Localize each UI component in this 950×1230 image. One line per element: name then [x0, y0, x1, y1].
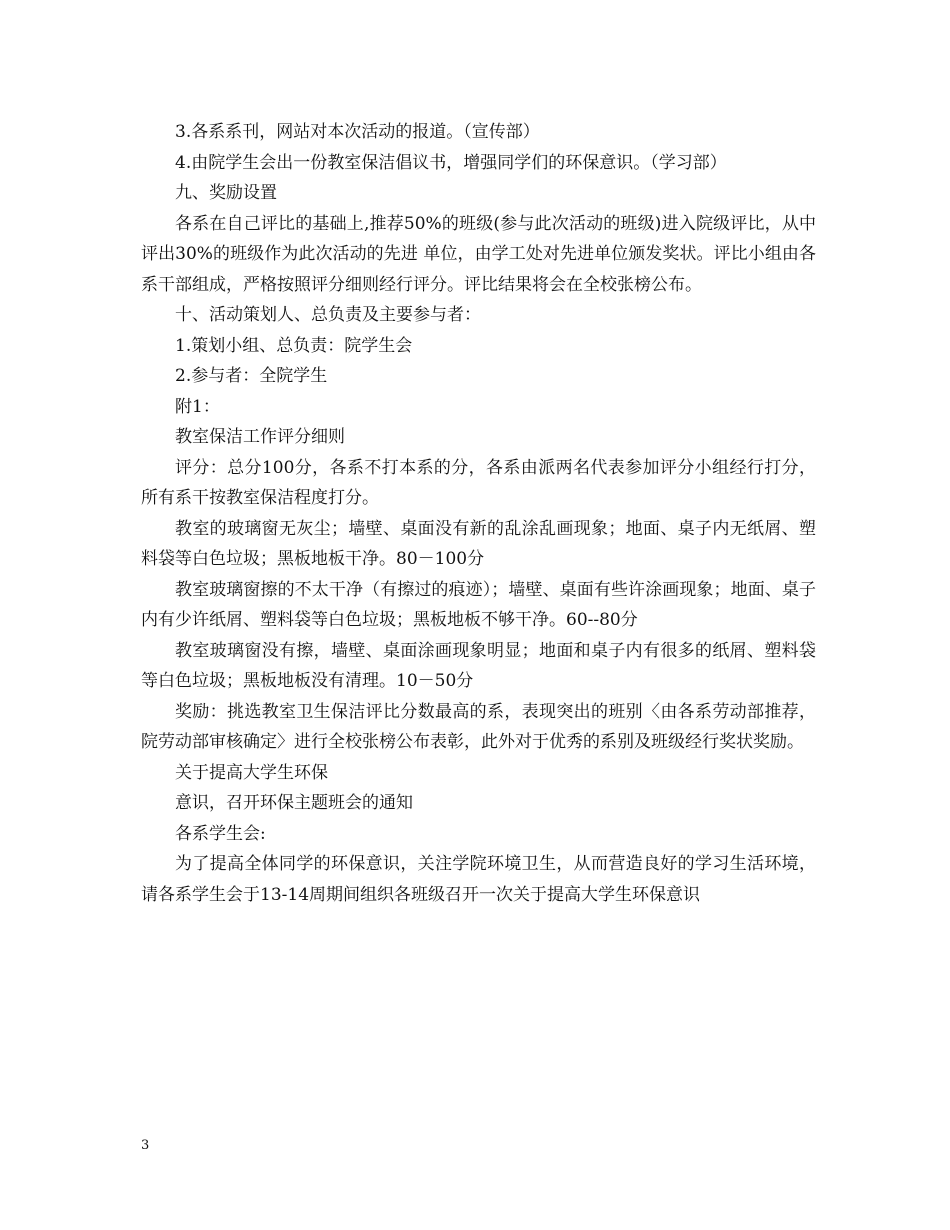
paragraph-awards-body: 各系在自己评比的基础上,推荐50%的班级(参与此次活动的班级)进入院级评比，从中评出30%的班级作为此次活动的先进 单位，由学工处对先进单位颁发奖状。评比小组由各系干部组成，严格按照评分细则经行评分。评比结果将会在全校张榜公布。: [141, 213, 816, 295]
paragraph-rewards: 奖励：挑选教室卫生保洁评比分数最高的系，表现突出的班别〈由各系劳动部推荐，院劳动部审核确定〉进行全校张榜公布表彰，此外对于优秀的系别及班级经行奖状奖励。: [141, 701, 816, 752]
page-number: 3: [141, 1138, 150, 1153]
paragraph-item-4: 4.由院学生会出一份教室保洁倡议书，增强同学们的环保意识。（学习部）: [175, 152, 727, 173]
appendix-label: 附1：: [175, 396, 220, 417]
paragraph-item-3: 3.各系系刊，网站对本次活动的报道。（宣传部）: [175, 122, 540, 142]
appendix-title: 教室保洁工作评分细则: [175, 427, 345, 447]
section-heading-awards: 九、奖励设置: [175, 183, 277, 203]
paragraph-score-60-80: 教室玻璃窗擦的不太干净（有擦过的痕迹）；墙壁、桌面有些许涂画现象；地面、桌子内有少许纸屑、塑料袋等白色垃圾；黑板地板不够干净。60--80分: [141, 579, 816, 630]
notice-title-line-2: 意识，召开环保主题班会的通知: [175, 793, 413, 813]
paragraph-score-10-50: 教室玻璃窗没有擦，墙壁、桌面涂画现象明显；地面和桌子内有很多的纸屑、塑料袋等白色垃圾；黑板地板没有清理。10－50分: [141, 640, 816, 691]
notice-title-line-1: 关于提高大学生环保: [175, 762, 328, 783]
document-body: [141, 117, 816, 910]
section-heading-organizers: 十、活动策划人、总负责及主要参与者：: [175, 305, 481, 325]
paragraph-scoring: 评分：总分100分，各系不打本系的分，各系由派两名代表参加评分小组经行打分，所有系干按教室保洁程度打分。: [141, 457, 816, 508]
paragraph-organizers-1: 1.策划小组、总负责：院学生会: [175, 335, 413, 356]
notice-body: 为了提高全体同学的环保意识，关注学院环境卫生，从而营造良好的学习生活环境，请各系学生会于13-14周期间组织各班级召开一次关于提高大学生环保意识: [141, 854, 816, 905]
paragraph-score-80-100: 教室的玻璃窗无灰尘；墙壁、桌面没有新的乱涂乱画现象；地面、桌子内无纸屑、塑料袋等白色垃圾；黑板地板干净。80－100分: [141, 518, 816, 569]
paragraph-organizers-2: 2.参与者：全院学生: [175, 366, 328, 386]
notice-addressee: 各系学生会:: [175, 823, 266, 844]
